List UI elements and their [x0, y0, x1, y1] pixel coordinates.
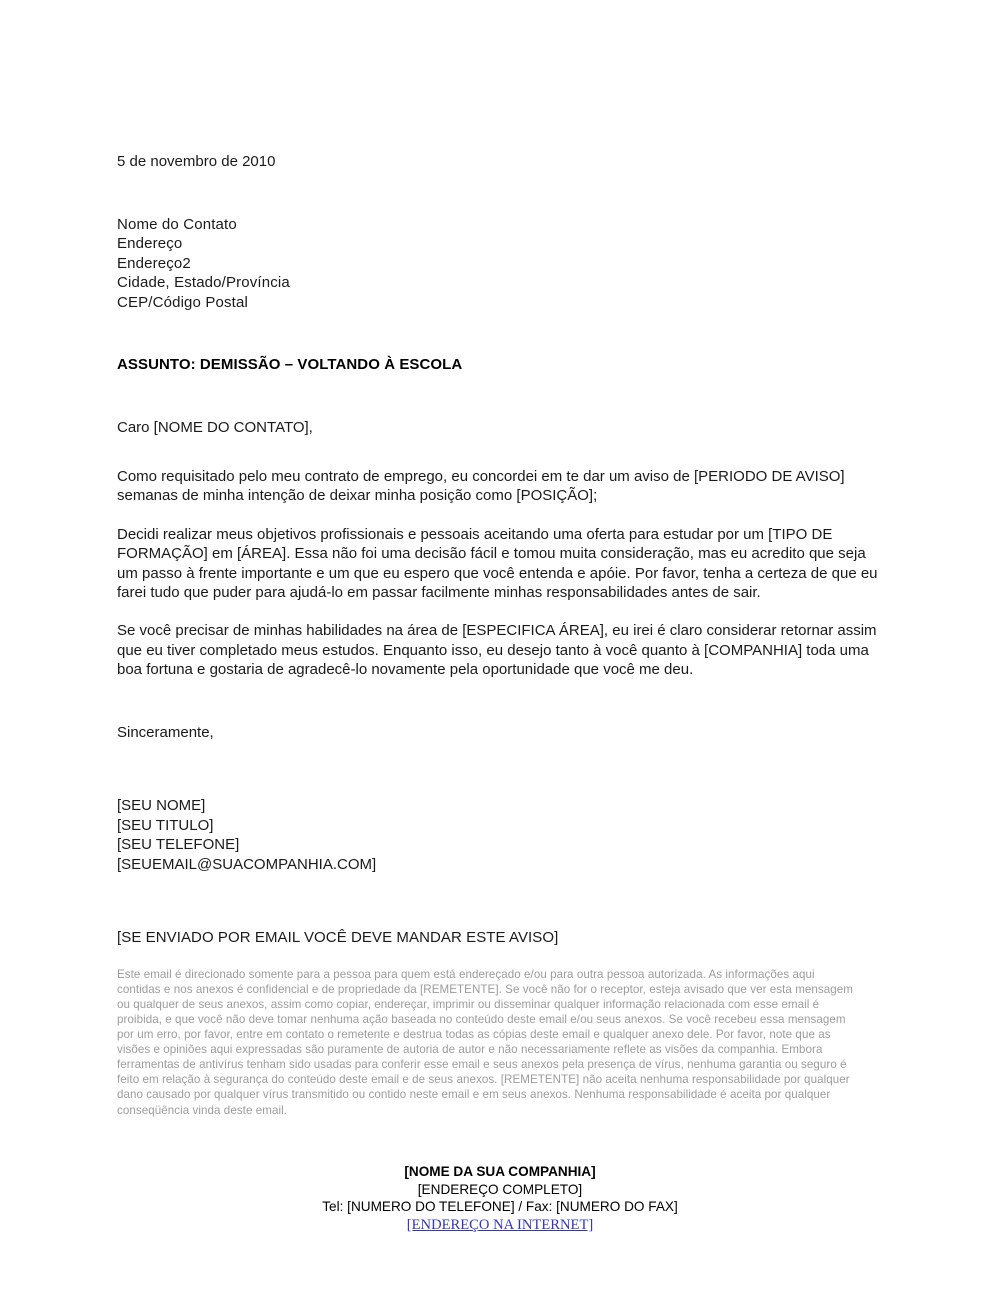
- spacer: [117, 948, 889, 967]
- footer-block: [0, 1163, 1000, 1234]
- legal-disclaimer: Este email é direcionado somente para a pessoa para quem está endereçado e/ou para outra pessoa autorizada. As informações aqui contidas e nos anexos é confidencial e de propriedade da [REMETENTE]. Se você não for o receptor, esteja avisado que ver esta mensagem ou qualquer de seus anexos, assim como copiar, endereçar, imprimir ou disseminar qualquer informação relacionada com esse email é proibida, e que você não deve tomar nenhuma ação baseada no conteúdo deste email e/ou seus anexos. Se você recebeu essa mensagem por um erro, por favor, entre em contato o remetente e destrua todas as cópias deste email e qualquer anexo dele. Por favor, note que as visões e opiniões aqui expressadas são puramente de autoria de autor e não necessariamente reflete as visões da companhia. Embora ferramentas de antivírus tenham sido usadas para conferir esse email e seus anexos pela presença de vírus, nenhuma garantia ou seguro é feito em relação à segurança do conteúdo deste email e de seus anexos. [REMETENTE] não aceita nenhuma responsabilidade por qualquer dano causado por qualquer vírus transmitido ou contido neste email e em seus anexos. Nenhuma responsabilidade é aceita por qualquer conseqüência vinda deste email.: [117, 967, 854, 1117]
- recipient-city-state: Cidade, Estado/Província: [117, 274, 290, 291]
- spacer: [117, 437, 889, 467]
- subject-line: ASSUNTO: DEMISSÃO – VOLTANDO À ESCOLA: [117, 356, 463, 373]
- signer-name: [SEU NOME]: [117, 797, 206, 815]
- spacer: [117, 917, 889, 928]
- footer-phone-fax: Tel: [NUMERO DO TELEFONE] / Fax: [NUMERO DO FAX]: [322, 1199, 678, 1215]
- body-paragraph-1: Como requisitado pelo meu contrato de emprego, eu concordei em te dar um aviso de [PERIODO DE AVISO] semanas de minha intenção de deixar minha posição como [POSIÇÃO];: [117, 468, 845, 505]
- signer-email: [SEUEMAIL@SUACOMPANHIA.COM]: [117, 855, 377, 873]
- body-paragraph-3: Se você precisar de minhas habilidades na área de [ESPECIFICA ÁREA], eu irei é claro considerar retornar assim que eu tiver completado meus estudos. Enquanto isso, eu desejo tanto à você quanto à [COMPANHIA] toda uma boa fortuna e gostaria de agradecê-lo novamente pela oportunidade que você me deu.: [117, 622, 877, 679]
- website-link[interactable]: [ENDEREÇO NA INTERNET]: [406, 1216, 594, 1233]
- spacer: [117, 312, 889, 355]
- recipient-postal-code: CEP/Código Postal: [117, 293, 248, 311]
- salutation: Caro [NOME DO CONTATO],: [117, 418, 313, 436]
- recipient-address-line-1: Endereço: [117, 235, 183, 252]
- email-notice: [SE ENVIADO POR EMAIL VOCÊ DEVE MANDAR ESTE AVISO]: [117, 929, 559, 947]
- recipient-name: Nome do Contato: [117, 215, 237, 233]
- spacer: [117, 785, 889, 796]
- signer-title: [SEU TITULO]: [117, 816, 214, 834]
- footer-website-row: [0, 1216, 1000, 1234]
- spacer: [117, 680, 889, 723]
- spacer: [117, 874, 889, 917]
- letter-date: 5 de novembro de 2010: [117, 153, 276, 170]
- footer-company-name: [NOME DA SUA COMPANHIA]: [404, 1164, 596, 1179]
- footer-address: [ENDEREÇO COMPLETO]: [417, 1181, 583, 1197]
- spacer: [117, 172, 889, 215]
- date-block: [117, 152, 889, 172]
- body-paragraph-2: Decidi realizar meus objetivos profissionais e pessoais aceitando uma oferta para estudar por um [TIPO DE FORMAÇÃO] em [ÁREA]. Essa não foi uma decisão fácil e tomou muita consideração, mas eu acredito que seja um passo à frente importante e um que eu espero que você entenda e apóie. Por favor, tenha a certeza de que eu farei tudo que puder para ajudá-lo em passar facilmente minhas responsabilidades antes de sair.: [117, 525, 878, 602]
- spacer: [117, 742, 889, 785]
- signer-phone: [SEU TELEFONE]: [117, 836, 240, 854]
- signature-block: [117, 796, 889, 874]
- recipient-address-block: [117, 215, 889, 313]
- spacer: [117, 375, 889, 418]
- closing-line: Sinceramente,: [117, 723, 214, 741]
- recipient-address-line-2: Endereço2: [117, 254, 191, 272]
- letter-content: [117, 152, 889, 1118]
